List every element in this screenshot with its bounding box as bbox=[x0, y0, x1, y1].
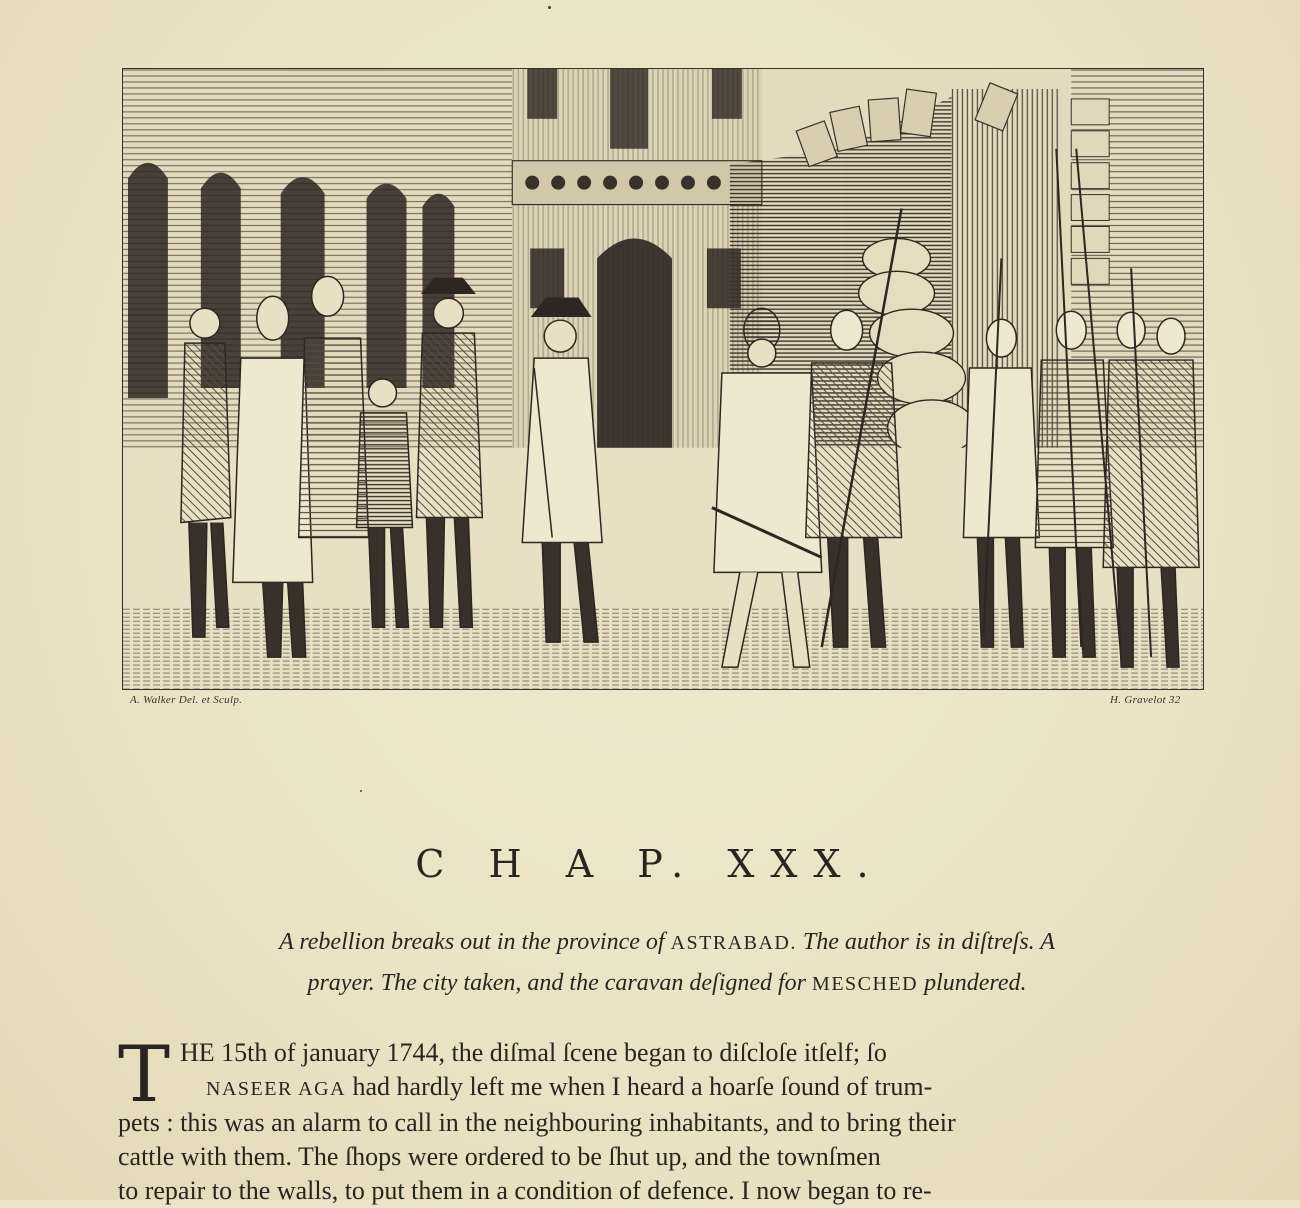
summary-line-1 bbox=[112, 922, 1222, 963]
body-line-2 bbox=[118, 1070, 1228, 1106]
summary-text: plundered. bbox=[924, 970, 1027, 996]
summary-text: prayer. The city taken, and the caravan deſigned for bbox=[307, 970, 807, 996]
place-name: MESCHED bbox=[812, 973, 919, 995]
summary-line-2 bbox=[112, 963, 1222, 1004]
ink-speck bbox=[360, 790, 362, 792]
engraver-credit: A. Walker Del. et Sculp. bbox=[130, 694, 243, 706]
summary-text: The author is in diſtreſs. A bbox=[802, 929, 1055, 955]
drop-cap: T bbox=[118, 1030, 171, 1120]
body-text bbox=[118, 1030, 1228, 1208]
body-line-2-text: had hardly left me when I heard a hoarſe ſound of trum- bbox=[352, 1072, 933, 1101]
body-line-1: HE 15th of january 1744, the diſmal ſcene began to diſcloſe itſelf; ſo bbox=[180, 1038, 887, 1067]
chapter-summary bbox=[112, 922, 1222, 1004]
engraving-illustration bbox=[122, 68, 1204, 690]
body-line-5: to repair to the walls, to put them in a condition of defence. I now began to re- bbox=[118, 1176, 932, 1205]
body-line-3: pets : this was an alarm to call in the neighbouring inhabitants, and to bring their bbox=[118, 1108, 956, 1137]
summary-text: A rebellion breaks out in the province of bbox=[279, 929, 665, 955]
body-line-4: cattle with them. The ſhops were ordered to be ſhut up, and the townſmen bbox=[118, 1142, 881, 1171]
chapter-title: C H A P. XXX. bbox=[415, 842, 885, 886]
place-name: ASTRABAD. bbox=[670, 932, 797, 954]
person-name: NASEER AGA bbox=[206, 1078, 347, 1100]
ink-speck bbox=[548, 6, 551, 9]
artist-credit: H. Gravelot 32 bbox=[1110, 694, 1181, 706]
engraving-svg bbox=[123, 69, 1203, 689]
